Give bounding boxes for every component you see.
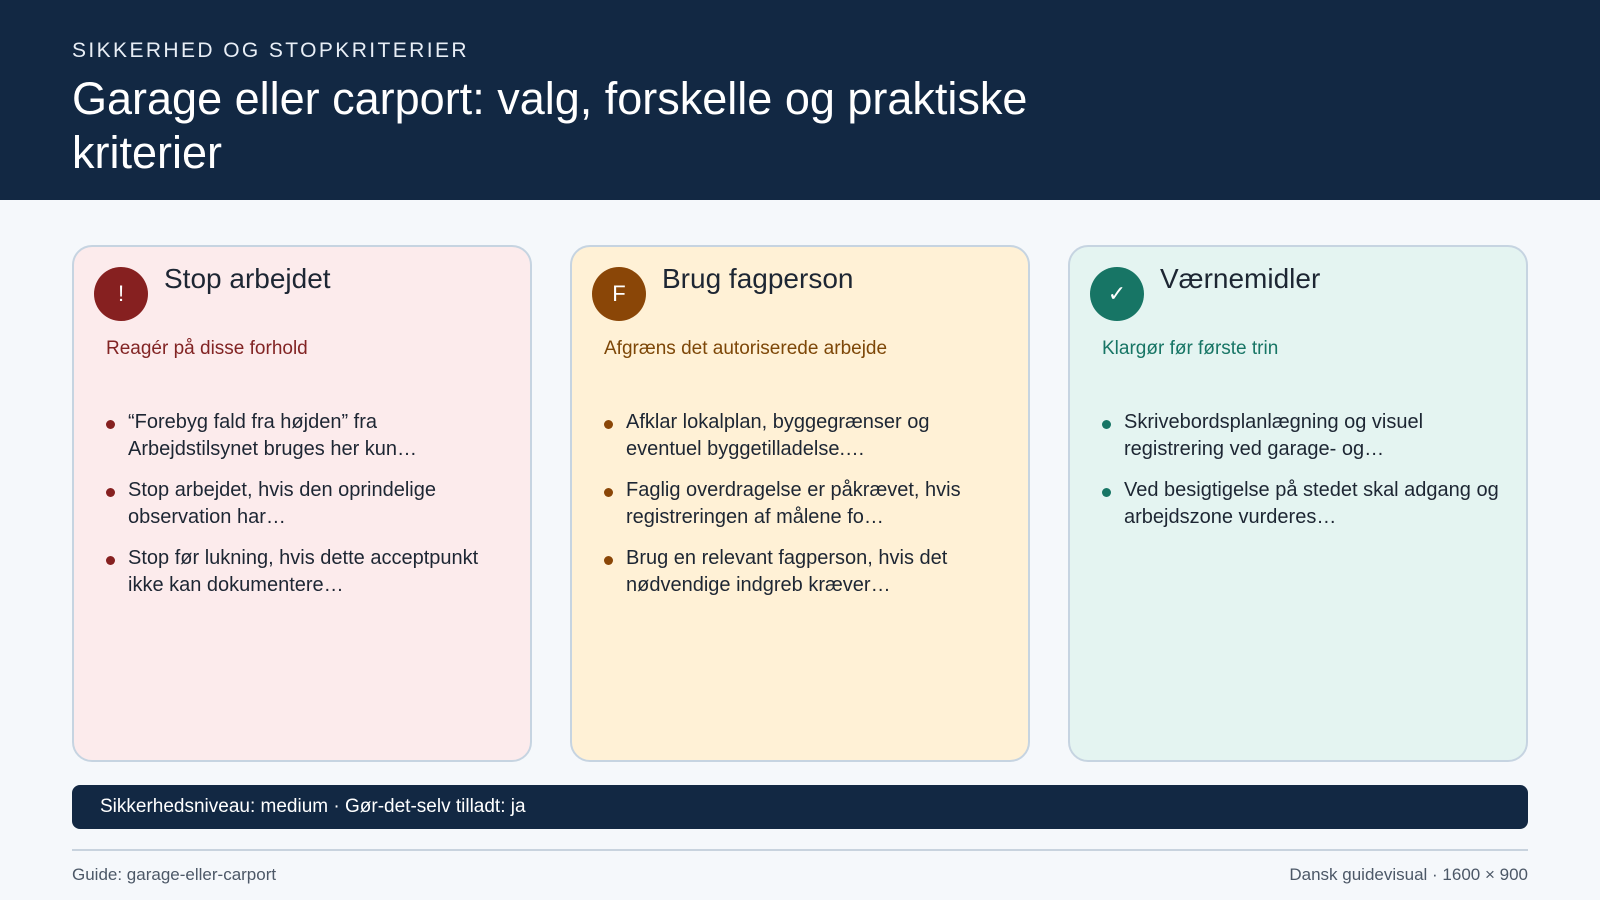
page-title: Garage eller carport: valg, forskelle og praktiske kriterier: [72, 73, 1028, 178]
list-item: [604, 409, 1004, 463]
bullet-dot-icon: [1102, 488, 1111, 497]
list-item: [106, 545, 506, 599]
bullet-dot-icon: [1102, 420, 1111, 429]
card-title: Brug fagperson: [662, 263, 854, 294]
header: [0, 0, 1600, 200]
bullet-dot-icon: [604, 556, 613, 565]
list-item-text: Stop før lukning, hvis dette acceptpunkt ikke kan dokumentere…: [128, 547, 479, 596]
list-item-text: Stop arbejdet, hvis den oprindelige observation har…: [128, 479, 436, 528]
list-item: [106, 409, 506, 463]
card-title: Værnemidler: [1160, 263, 1321, 294]
bullet-dot-icon: [106, 488, 115, 497]
footer-divider: [72, 849, 1528, 851]
card-stop-work: [72, 245, 532, 762]
footer-guide-label: Guide: garage-eller-carport: [72, 865, 277, 884]
bullet-list: [106, 409, 506, 613]
list-item-text: Brug en relevant fagperson, hvis det nødvendige indgreb kræver…: [626, 547, 948, 596]
card-title: Stop arbejdet: [164, 263, 331, 294]
footer-meta-label: Dansk guidevisual · 1600 × 900: [1289, 865, 1528, 884]
list-item-text: Faglig overdragelse er påkrævet, hvis registreringen af målene fo…: [626, 479, 961, 528]
bullet-dot-icon: [106, 556, 115, 565]
list-item: [1102, 409, 1502, 463]
list-item-text: Afklar lokalplan, byggegrænser og eventuel byggetilladelse.…: [626, 411, 930, 460]
checkmark-icon: ✓: [1090, 267, 1144, 321]
list-item: [1102, 477, 1502, 531]
list-item-text: Ved besigtigelse på stedet skal adgang og arbejdszone vurderes…: [1124, 479, 1499, 528]
list-item: [604, 545, 1004, 599]
bullet-dot-icon: [604, 488, 613, 497]
bullet-list: [1102, 409, 1502, 545]
list-item: [604, 477, 1004, 531]
professional-icon: F: [592, 267, 646, 321]
eyebrow-label: SIKKERHED OG STOPKRITERIER: [72, 39, 469, 62]
card-protective-equipment: [1068, 245, 1528, 762]
bullet-dot-icon: [106, 420, 115, 429]
card-subtitle: Reagér på disse forhold: [106, 338, 308, 359]
alert-icon: !: [94, 267, 148, 321]
status-bar: Sikkerhedsniveau: medium · Gør-det-selv tilladt: ja: [72, 785, 1528, 829]
list-item-text: “Forebyg fald fra højden” fra Arbejdstilsynet bruges her kun…: [128, 411, 418, 460]
list-item-text: Skrivebordsplanlægning og visuel registrering ved garage- og…: [1124, 411, 1424, 460]
card-use-professional: [570, 245, 1030, 762]
bullet-dot-icon: [604, 420, 613, 429]
card-subtitle: Klargør før første trin: [1102, 338, 1279, 359]
bullet-list: [604, 409, 1004, 613]
card-subtitle: Afgræns det autoriserede arbejde: [604, 338, 888, 359]
list-item: [106, 477, 506, 531]
